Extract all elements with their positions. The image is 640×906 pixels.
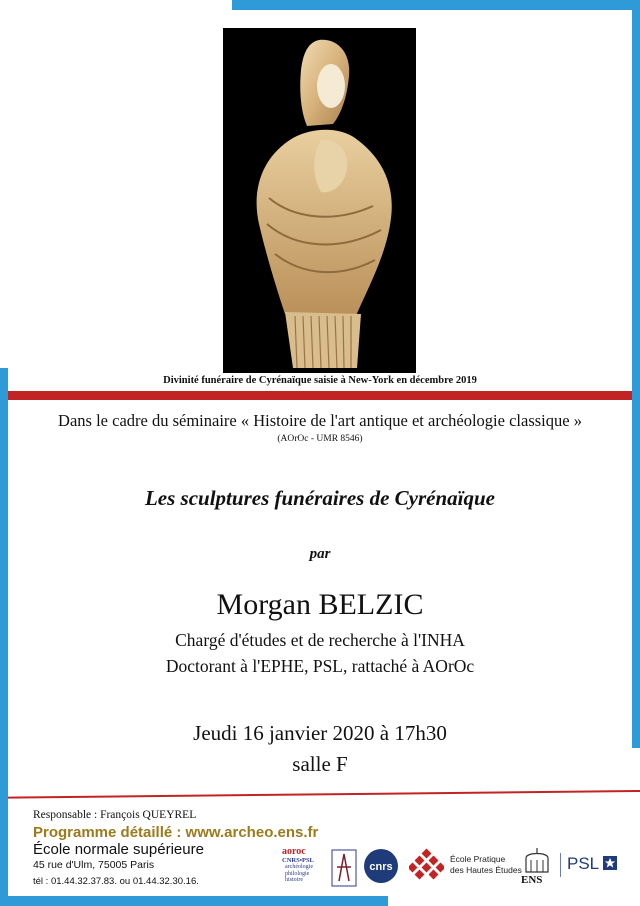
aoroc-logo-text: aoroc xyxy=(282,846,306,857)
cnrs-logo xyxy=(363,848,399,884)
aoroc-emblem-icon xyxy=(331,849,357,887)
red-divider xyxy=(8,391,632,400)
psl-separator xyxy=(560,853,561,877)
programme-link[interactable]: Programme détaillé : www.archeo.ens.fr xyxy=(33,824,319,841)
frame-top-bar xyxy=(232,0,640,10)
aoroc-tag: archéologie xyxy=(285,864,313,870)
aoroc-logo xyxy=(282,846,358,888)
psl-star-icon xyxy=(603,856,617,870)
lecture-title: Les sculptures funéraires de Cyrénaïque xyxy=(144,486,495,510)
ephe-diamond-icon xyxy=(409,848,444,883)
lab-reference: (AOrOc - UMR 8546) xyxy=(277,434,363,444)
ens-logo-text: ENS xyxy=(521,874,543,886)
cnrs-logo-text: cnrs xyxy=(369,861,393,873)
seminar-line: Dans le cadre du séminaire « Histoire de l'art antique et archéologie classique » xyxy=(58,411,582,430)
photo-caption: Divinité funéraire de Cyrénaïque saisie à New-York en décembre 2019 xyxy=(163,375,477,386)
responsible-line: Responsable : François QUEYREL xyxy=(33,809,197,821)
school-address: 45 rue d'Ulm, 75005 Paris xyxy=(33,859,155,871)
frame-bottom-bar xyxy=(0,896,388,906)
ephe-line-2: des Hautes Études xyxy=(450,865,522,875)
event-room: salle F xyxy=(292,752,348,776)
ephe-logo-text xyxy=(450,854,522,876)
speaker-role-2: Doctorant à l'EPHE, PSL, rattaché à AOrOc xyxy=(165,656,475,676)
aoroc-tag: histoire xyxy=(285,877,303,884)
aoroc-tag: philologie xyxy=(285,870,310,877)
statue-photo xyxy=(223,28,416,373)
event-date: Jeudi 16 janvier 2020 à 17h30 xyxy=(193,721,447,745)
speaker-role-1: Chargé d'études et de recherche à l'INHA xyxy=(175,630,465,650)
statue-illustration xyxy=(223,28,416,373)
red-footer-rule xyxy=(8,790,640,799)
by-label: par xyxy=(309,546,331,562)
aoroc-logo-subtext: CNRS•PSL xyxy=(282,857,314,864)
speaker-name: Morgan BELZIC xyxy=(216,588,424,621)
ephe-line-1: École Pratique xyxy=(450,854,506,864)
phone-numbers: tél : 01.44.32.37.83. ou 01.44.32.30.16. xyxy=(33,876,199,887)
school-name: École normale supérieure xyxy=(33,841,204,858)
psl-logo-text: PSL xyxy=(567,854,600,873)
aoroc-logo-tags xyxy=(285,864,313,884)
